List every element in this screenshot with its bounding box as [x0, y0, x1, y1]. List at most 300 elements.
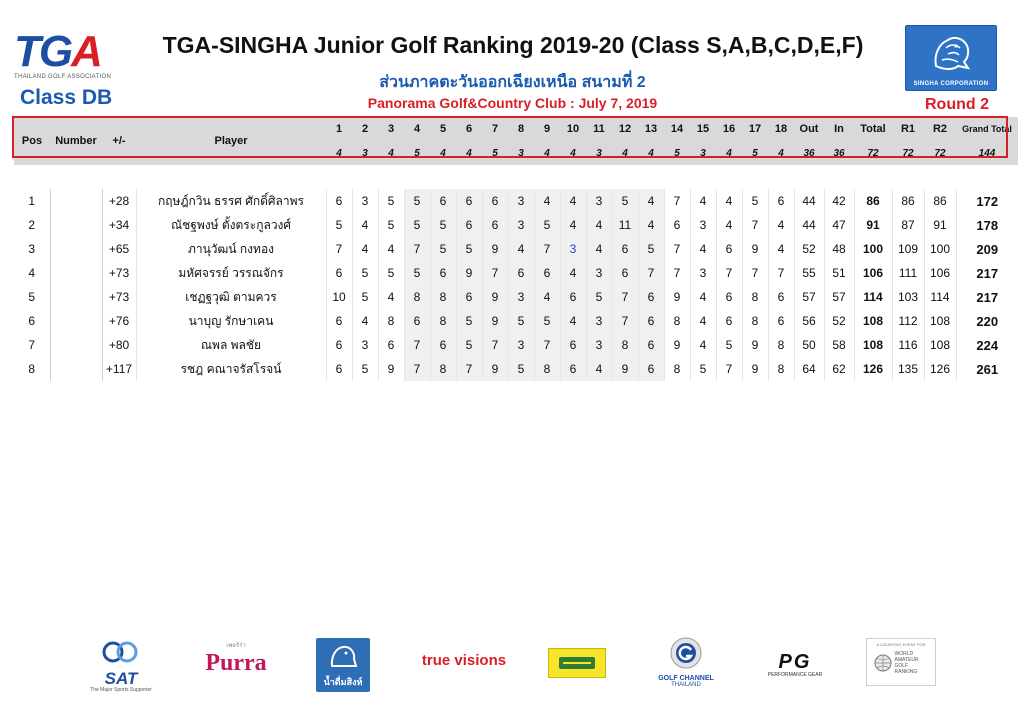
row-hole-score: 6	[482, 189, 508, 213]
row-hole-score: 6	[404, 309, 430, 333]
row-hole-score: 6	[326, 189, 352, 213]
row-hole-score: 5	[612, 189, 638, 213]
row-player: กฤษฎ์กวิน ธรรศ ศักดิ์ศิลาพร	[136, 189, 326, 213]
row-hole-score: 5	[404, 189, 430, 213]
row-hole-score: 6	[456, 213, 482, 237]
row-out: 44	[794, 213, 824, 237]
row-total: 100	[854, 237, 892, 261]
par-total: 72	[854, 141, 892, 165]
header-grand-total: Grand Total	[956, 117, 1018, 141]
row-hole-score: 3	[586, 189, 612, 213]
row-hole-score: 7	[664, 237, 690, 261]
row-hole-score: 5	[378, 213, 404, 237]
header-hole: 17	[742, 117, 768, 141]
row-r1: 87	[892, 213, 924, 237]
singha-logo	[905, 25, 997, 91]
row-hole-score: 3	[508, 285, 534, 309]
row-player: เชฏฐวุฒิ ตามควร	[136, 285, 326, 309]
table-row	[14, 333, 1018, 357]
row-hole-score: 7	[404, 357, 430, 381]
row-hole-score: 8	[768, 357, 794, 381]
row-hole-score: 7	[742, 261, 768, 285]
header-number: Number	[50, 117, 102, 165]
row-player: มหัศจรรย์ วรรณจักร	[136, 261, 326, 285]
row-hole-score: 4	[560, 189, 586, 213]
sponsor-sat-logo: SAT The Major Sports Supporter	[90, 640, 152, 693]
row-hole-score: 7	[638, 261, 664, 285]
par-hole: 5	[664, 141, 690, 165]
header-hole: 8	[508, 117, 534, 141]
row-hole-score: 4	[716, 189, 742, 213]
header-diff: +/-	[102, 117, 136, 165]
row-hole-score: 6	[638, 309, 664, 333]
row-r1: 103	[892, 285, 924, 309]
row-hole-score: 8	[768, 333, 794, 357]
par-hole: 4	[768, 141, 794, 165]
row-hole-score: 6	[716, 309, 742, 333]
row-hole-score: 7	[716, 357, 742, 381]
sponsor-singha-water-logo: น้ำดื่มสิงห์	[316, 638, 370, 692]
row-hole-score: 7	[404, 333, 430, 357]
par-hole: 4	[612, 141, 638, 165]
row-hole-score: 5	[352, 261, 378, 285]
header-hole: 9	[534, 117, 560, 141]
row-total: 114	[854, 285, 892, 309]
row-hole-score: 5	[534, 213, 560, 237]
row-hole-score: 5	[404, 261, 430, 285]
row-pos: 2	[28, 218, 36, 232]
row-hole-score: 5	[430, 237, 456, 261]
table-row	[14, 285, 1018, 309]
row-number	[50, 213, 102, 237]
row-out: 57	[794, 285, 824, 309]
row-hole-score: 4	[690, 309, 716, 333]
row-hole-score: 7	[326, 237, 352, 261]
row-hole-score: 4	[586, 213, 612, 237]
row-hole-score: 3	[352, 189, 378, 213]
row-hole-score: 6	[482, 213, 508, 237]
row-hole-score: 3	[508, 333, 534, 357]
row-hole-score: 4	[638, 189, 664, 213]
par-hole: 4	[638, 141, 664, 165]
row-hole-score: 4	[378, 285, 404, 309]
row-hole-score: 6	[716, 285, 742, 309]
row-hole-score: 4	[768, 213, 794, 237]
par-hole: 4	[534, 141, 560, 165]
table-header-row	[14, 117, 1018, 141]
header-hole: 6	[456, 117, 482, 141]
row-grand-total: 261	[956, 357, 1018, 381]
row-hole-score: 6	[430, 189, 456, 213]
row-hole-score: 6	[638, 285, 664, 309]
row-hole-score: 5	[456, 309, 482, 333]
row-player: ณัชฐพงษ์ ตั้งตระกูลวงศ์	[136, 213, 326, 237]
row-pos: 5	[28, 290, 36, 304]
row-hole-score: 6	[430, 333, 456, 357]
row-hole-score: 5	[716, 333, 742, 357]
row-hole-score: 9	[742, 333, 768, 357]
row-r1: 109	[892, 237, 924, 261]
row-hole-score: 9	[482, 285, 508, 309]
row-hole-score: 4	[534, 189, 560, 213]
header-hole: 16	[716, 117, 742, 141]
row-total: 126	[854, 357, 892, 381]
row-in: 42	[824, 189, 854, 213]
row-hole-score: 6	[638, 333, 664, 357]
header-hole: 1	[326, 117, 352, 141]
row-hole-score: 5	[586, 285, 612, 309]
row-hole-score: 5	[456, 237, 482, 261]
row-diff: +76	[102, 309, 136, 333]
row-hole-score: 8	[664, 357, 690, 381]
row-hole-score: 5	[508, 357, 534, 381]
row-hole-score: 8	[534, 357, 560, 381]
globe-icon	[874, 654, 892, 672]
row-hole-score: 10	[326, 285, 352, 309]
results-table-body	[14, 117, 1018, 381]
row-hole-score: 5	[742, 189, 768, 213]
row-hole-score: 9	[742, 237, 768, 261]
row-hole-score: 7	[534, 333, 560, 357]
row-hole-score: 7	[404, 237, 430, 261]
row-hole-score: 6	[326, 357, 352, 381]
row-hole-score: 9	[664, 333, 690, 357]
row-grand-total: 217	[956, 285, 1018, 309]
region-subtitle: ส่วนภาคตะวันออกเฉียงเหนือ สนามที่ 2	[379, 74, 646, 91]
row-hole-score: 9	[664, 285, 690, 309]
row-hole-score: 6	[326, 309, 352, 333]
row-pos: 3	[28, 242, 36, 256]
row-number	[50, 309, 102, 333]
sponsor-mark-icon	[551, 651, 603, 675]
row-number	[50, 333, 102, 357]
row-pos: 4	[28, 266, 36, 280]
row-hole-score: 5	[378, 189, 404, 213]
table-row	[14, 237, 1018, 261]
row-total: 86	[854, 189, 892, 213]
sponsor-wagr-logo: A COUNTING EVENT FOR WORLD AMATEUR GOLF RANKING	[866, 638, 936, 686]
header-hole: 15	[690, 117, 716, 141]
tga-logo	[14, 27, 112, 82]
table-row	[14, 309, 1018, 333]
row-r1: 135	[892, 357, 924, 381]
row-number	[50, 357, 102, 381]
par-hole: 3	[508, 141, 534, 165]
row-player: ณพล พลชัย	[136, 333, 326, 357]
par-hole: 4	[716, 141, 742, 165]
row-number	[50, 261, 102, 285]
table-spacer	[14, 165, 1018, 189]
row-player: รชฎ คณาจรัสโรจน์	[136, 357, 326, 381]
golf-channel-icon	[669, 636, 703, 670]
row-hole-score: 8	[430, 285, 456, 309]
row-hole-score: 6	[456, 285, 482, 309]
row-r1: 116	[892, 333, 924, 357]
row-hole-score: 11	[612, 213, 638, 237]
sponsor-purra-logo: เพอร์ร่า Purra	[205, 643, 267, 676]
row-number	[50, 189, 102, 213]
row-player: ภานุวัฒน์ กงทอง	[136, 237, 326, 261]
row-in: 47	[824, 213, 854, 237]
row-hole-score: 4	[690, 333, 716, 357]
row-r2: 100	[924, 237, 956, 261]
par-in: 36	[824, 141, 854, 165]
row-hole-score: 9	[742, 357, 768, 381]
row-out: 55	[794, 261, 824, 285]
par-hole: 5	[404, 141, 430, 165]
row-hole-score: 7	[612, 285, 638, 309]
par-hole: 4	[456, 141, 482, 165]
sponsor-yellow-logo	[548, 648, 606, 678]
row-hole-score: 7	[612, 309, 638, 333]
row-hole-score: 6	[326, 261, 352, 285]
row-grand-total: 220	[956, 309, 1018, 333]
header-total: Total	[854, 117, 892, 141]
par-hole: 5	[482, 141, 508, 165]
row-hole-score: 5	[534, 309, 560, 333]
par-hole: 3	[690, 141, 716, 165]
header-hole: 11	[586, 117, 612, 141]
par-r2: 72	[924, 141, 956, 165]
row-hole-score: 3	[508, 189, 534, 213]
row-pos: 7	[28, 338, 36, 352]
header-in: In	[824, 117, 854, 141]
row-hole-score: 3	[508, 213, 534, 237]
row-hole-score: 3	[586, 261, 612, 285]
header-r1: R1	[892, 117, 924, 141]
table-row	[14, 213, 1018, 237]
row-in: 57	[824, 285, 854, 309]
row-hole-score: 6	[560, 333, 586, 357]
row-out: 64	[794, 357, 824, 381]
header-hole: 5	[430, 117, 456, 141]
row-hole-score: 7	[456, 357, 482, 381]
row-diff: +28	[102, 189, 136, 213]
row-hole-score: 6	[612, 261, 638, 285]
row-hole-score: 8	[742, 285, 768, 309]
row-hole-score: 5	[430, 213, 456, 237]
row-hole-score: 6	[456, 189, 482, 213]
row-hole-score: 7	[664, 261, 690, 285]
row-hole-score: 9	[482, 237, 508, 261]
row-r2: 126	[924, 357, 956, 381]
row-hole-score: 8	[404, 285, 430, 309]
row-hole-score: 3	[690, 261, 716, 285]
row-number	[50, 237, 102, 261]
row-total: 108	[854, 309, 892, 333]
row-hole-score: 9	[482, 309, 508, 333]
sat-rings-icon	[99, 640, 143, 666]
row-hole-score: 6	[560, 357, 586, 381]
venue-date: Panorama Golf&Country Club : July 7, 2019	[367, 95, 658, 111]
sponsor-truevisions-logo: true visions	[421, 652, 507, 669]
row-hole-score: 4	[560, 261, 586, 285]
row-grand-total: 172	[956, 189, 1018, 213]
row-hole-score: 7	[716, 261, 742, 285]
header-hole: 13	[638, 117, 664, 141]
singha-lion-icon	[328, 642, 358, 670]
row-hole-score: 5	[638, 237, 664, 261]
lion-icon	[928, 30, 976, 74]
row-total: 106	[854, 261, 892, 285]
row-hole-score: 6	[326, 333, 352, 357]
tga-logo-subtitle: THAILAND GOLF ASSOCIATION	[14, 74, 112, 80]
row-r1: 86	[892, 189, 924, 213]
row-hole-score: 6	[768, 285, 794, 309]
row-hole-score: 4	[352, 309, 378, 333]
tga-logo-mark: TGA	[14, 27, 101, 76]
table-row	[14, 357, 1018, 381]
row-hole-score: 6	[638, 357, 664, 381]
row-r1: 112	[892, 309, 924, 333]
row-hole-score: 8	[664, 309, 690, 333]
header-hole: 2	[352, 117, 378, 141]
results-table	[14, 117, 1018, 381]
row-hole-score: 9	[378, 357, 404, 381]
sponsor-golfchannel-logo: GOLF CHANNEL THAILAND	[648, 636, 724, 688]
header-hole: 12	[612, 117, 638, 141]
row-hole-score: 4	[560, 309, 586, 333]
header-hole: 7	[482, 117, 508, 141]
row-hole-score: 4	[508, 237, 534, 261]
row-hole-score: 7	[534, 237, 560, 261]
row-hole-score: 3	[352, 333, 378, 357]
row-grand-total: 178	[956, 213, 1018, 237]
row-hole-score: 3	[560, 237, 586, 261]
header-hole: 10	[560, 117, 586, 141]
row-out: 50	[794, 333, 824, 357]
row-hole-score: 4	[586, 237, 612, 261]
row-hole-score: 7	[482, 261, 508, 285]
row-hole-score: 5	[352, 357, 378, 381]
par-r1: 72	[892, 141, 924, 165]
row-pos: 8	[28, 362, 36, 376]
par-hole: 4	[378, 141, 404, 165]
row-pos: 1	[28, 194, 36, 208]
row-diff: +117	[102, 357, 136, 381]
row-hole-score: 6	[612, 237, 638, 261]
class-label: Class DB	[20, 86, 113, 109]
row-out: 56	[794, 309, 824, 333]
table-row	[14, 261, 1018, 285]
row-r2: 91	[924, 213, 956, 237]
par-hole: 3	[352, 141, 378, 165]
row-hole-score: 5	[378, 261, 404, 285]
row-diff: +65	[102, 237, 136, 261]
row-in: 52	[824, 309, 854, 333]
row-hole-score: 4	[690, 285, 716, 309]
row-in: 48	[824, 237, 854, 261]
header-player: Player	[136, 117, 326, 165]
row-hole-score: 4	[638, 213, 664, 237]
row-hole-score: 6	[768, 309, 794, 333]
par-out: 36	[794, 141, 824, 165]
row-grand-total: 224	[956, 333, 1018, 357]
par-hole: 5	[742, 141, 768, 165]
row-in: 62	[824, 357, 854, 381]
row-hole-score: 4	[690, 189, 716, 213]
row-out: 44	[794, 189, 824, 213]
row-hole-score: 8	[612, 333, 638, 357]
row-hole-score: 3	[586, 309, 612, 333]
row-hole-score: 6	[430, 261, 456, 285]
row-grand-total: 209	[956, 237, 1018, 261]
row-hole-score: 6	[768, 189, 794, 213]
header-r2: R2	[924, 117, 956, 141]
row-diff: +80	[102, 333, 136, 357]
row-hole-score: 6	[508, 261, 534, 285]
row-hole-score: 6	[378, 333, 404, 357]
row-hole-score: 5	[456, 333, 482, 357]
row-r2: 114	[924, 285, 956, 309]
par-grand-total: 144	[956, 141, 1018, 165]
header-pos: Pos	[14, 117, 50, 165]
par-hole: 4	[326, 141, 352, 165]
row-in: 51	[824, 261, 854, 285]
row-out: 52	[794, 237, 824, 261]
row-hole-score: 4	[352, 237, 378, 261]
row-in: 58	[824, 333, 854, 357]
row-hole-score: 4	[768, 237, 794, 261]
par-hole: 4	[430, 141, 456, 165]
row-hole-score: 6	[716, 237, 742, 261]
row-hole-score: 7	[482, 333, 508, 357]
round-label: Round 2	[925, 96, 989, 113]
row-hole-score: 7	[742, 213, 768, 237]
row-hole-score: 9	[456, 261, 482, 285]
row-grand-total: 217	[956, 261, 1018, 285]
row-hole-score: 4	[352, 213, 378, 237]
row-r1: 111	[892, 261, 924, 285]
row-r2: 108	[924, 333, 956, 357]
header-out: Out	[794, 117, 824, 141]
row-hole-score: 4	[378, 237, 404, 261]
row-hole-score: 4	[690, 237, 716, 261]
row-hole-score: 3	[690, 213, 716, 237]
row-hole-score: 7	[664, 189, 690, 213]
row-hole-score: 4	[534, 285, 560, 309]
row-number	[50, 285, 102, 309]
row-r2: 108	[924, 309, 956, 333]
row-hole-score: 4	[586, 357, 612, 381]
row-total: 91	[854, 213, 892, 237]
sponsor-bar	[0, 632, 1024, 712]
row-hole-score: 6	[664, 213, 690, 237]
row-diff: +73	[102, 261, 136, 285]
row-hole-score: 8	[430, 357, 456, 381]
singha-logo-text: SINGHA CORPORATION	[913, 81, 989, 87]
par-hole: 4	[560, 141, 586, 165]
row-hole-score: 9	[482, 357, 508, 381]
row-r2: 106	[924, 261, 956, 285]
par-hole: 3	[586, 141, 612, 165]
row-diff: +73	[102, 285, 136, 309]
table-row	[14, 189, 1018, 213]
header-hole: 18	[768, 117, 794, 141]
row-hole-score: 5	[352, 285, 378, 309]
row-player: นาบุญ รักษาเคน	[136, 309, 326, 333]
row-hole-score: 7	[768, 261, 794, 285]
row-total: 108	[854, 333, 892, 357]
row-hole-score: 8	[378, 309, 404, 333]
row-hole-score: 5	[326, 213, 352, 237]
header-hole: 4	[404, 117, 430, 141]
row-pos: 6	[28, 314, 36, 328]
row-hole-score: 6	[534, 261, 560, 285]
row-hole-score: 3	[586, 333, 612, 357]
sponsor-pg-logo: PG PERFORMANCE GEAR	[767, 651, 823, 678]
row-hole-score: 5	[404, 213, 430, 237]
